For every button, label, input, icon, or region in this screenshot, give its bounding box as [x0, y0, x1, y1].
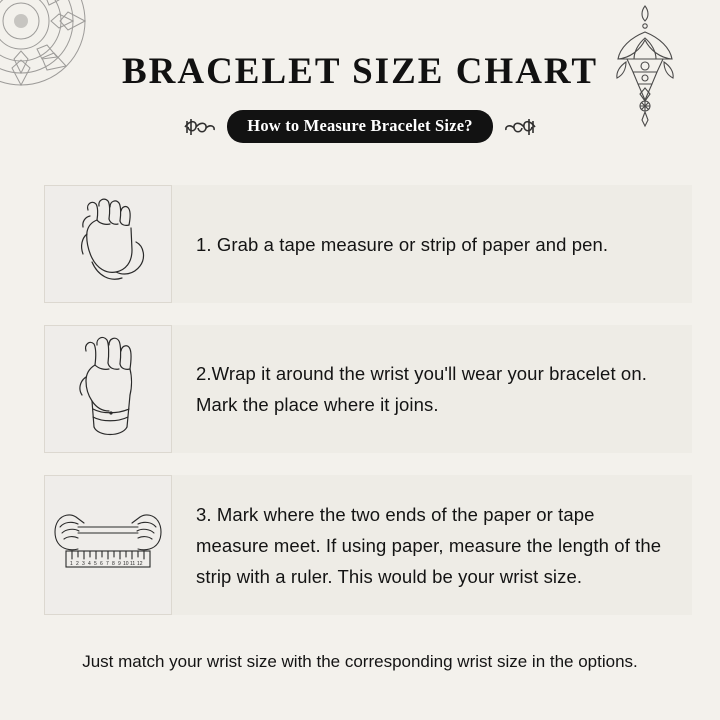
- svg-text:1: 1: [70, 561, 73, 567]
- hands-measuring-strip-with-ruler-illustration: [48, 493, 168, 597]
- step-item: [44, 475, 692, 615]
- svg-text:9: 9: [118, 561, 121, 567]
- step-item: [44, 325, 692, 453]
- step-2-text: 2.Wrap it around the wrist you'll wear your bracelet on. Mark the place where it joins.: [196, 363, 647, 415]
- flourish-left-icon: [183, 115, 217, 139]
- steps-list: [44, 185, 692, 637]
- step-1-text: 1. Grab a tape measure or strip of paper and pen.: [196, 233, 609, 255]
- step-1-illustration: [44, 185, 172, 303]
- svg-text:10: 10: [123, 561, 129, 567]
- hand-with-tape-around-wrist-illustration: [52, 331, 164, 447]
- step-3-text: 3. Mark where the two ends of the paper or tape measure meet. If using paper, measure the length of the strip with a ruler. This would be your wrist size.: [196, 503, 662, 587]
- step-2-illustration: [44, 325, 172, 453]
- flourish-right-icon: [503, 115, 537, 139]
- footer-note: Just match your wrist size with the corresponding wrist size in the options.: [82, 652, 638, 671]
- closed-fist-hand-illustration: [52, 192, 164, 296]
- svg-text:2: 2: [76, 561, 79, 567]
- svg-text:11: 11: [130, 561, 136, 567]
- subtitle-pill: How to Measure Bracelet Size?: [227, 110, 492, 143]
- svg-text:12: 12: [137, 561, 143, 567]
- page-title: BRACELET SIZE CHART: [121, 51, 599, 92]
- step-item: [44, 185, 692, 303]
- svg-text:6: 6: [100, 561, 103, 567]
- subtitle-row: [0, 110, 720, 143]
- svg-text:5: 5: [94, 561, 97, 567]
- svg-text:4: 4: [88, 561, 91, 567]
- step-3-illustration: [44, 475, 172, 615]
- svg-text:3: 3: [82, 561, 85, 567]
- svg-text:8: 8: [112, 561, 115, 567]
- svg-text:7: 7: [106, 561, 109, 567]
